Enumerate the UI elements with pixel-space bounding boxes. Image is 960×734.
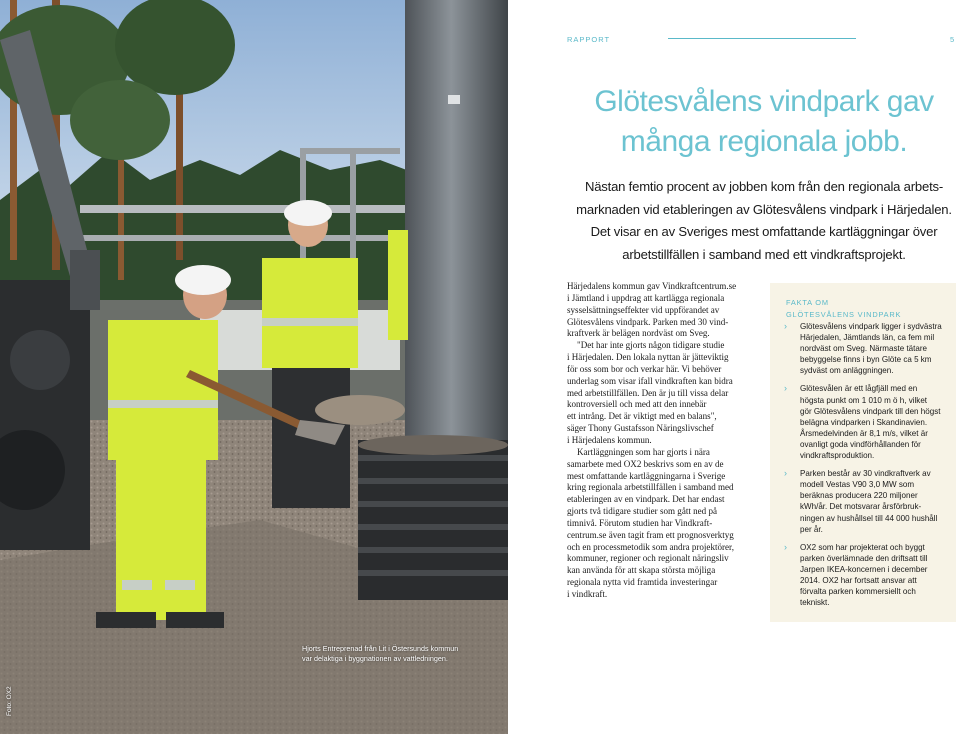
fact-item-line: per år. (800, 524, 823, 534)
body-line: sysselsättningseffekter vid uppförandet av (567, 304, 720, 315)
fact-item-line: belägna vindparken i Skandinavien. (800, 417, 928, 427)
article-body (567, 281, 757, 601)
lead-line: Nästan femtio procent av jobben kom från den regionala arbets- (584, 179, 944, 194)
chevron-right-icon: › (784, 383, 787, 394)
running-head-rule (668, 38, 856, 39)
article-lead (562, 176, 960, 266)
body-line: timnivå. Förutom studien har Vindkraft- (567, 517, 713, 528)
fact-item-line: högsta punkt om 1 010 m ö h, vilket (800, 395, 928, 405)
body-line: kommuner, regioner och regionalt näringsliv (567, 553, 729, 564)
fact-item-line: modell Vestas V90 3,0 MW som (800, 480, 915, 490)
body-line: i Härjedalens kommun. (567, 434, 652, 445)
body-line: samarbete med OX2 beskrivs som en av de (567, 458, 724, 469)
fact-item-line: tekniskt. (800, 598, 830, 608)
body-line: ett intrång. Det är viktigt med en balans", (567, 411, 717, 422)
fact-item-line: kWh/år. Det motsvarar årsförbruk- (800, 502, 922, 512)
body-line: i vindkraft. (567, 588, 608, 599)
fact-item (784, 542, 954, 609)
body-line: kring regionala arbetstillfällen i samband med (567, 482, 734, 493)
fact-box-title-line: GLÖTESVÅLENS VINDPARK (786, 309, 902, 319)
body-line: centrum.se även tagit fram ett prognosverktyg (567, 529, 734, 540)
photo-caption-line: Hjorts Entreprenad från Lit i Östersunds kommun (302, 644, 459, 653)
body-line: Glötesvålens vindpark. Parken med 30 vind- (567, 316, 729, 327)
lead-line: Det visar en av Sveriges mest omfattande kartläggningar över (590, 224, 938, 239)
page-number: 5 (950, 35, 955, 44)
fact-box (770, 283, 956, 622)
fact-item (784, 321, 954, 376)
fact-item-line: bebyggelse finns i byn Glöte ca 5 km (800, 355, 932, 365)
body-line: kraftverk är belägen nordväst om Sveg. (567, 328, 710, 339)
article-title-line: många regionala jobb. (620, 125, 908, 158)
body-line: kan använda för att skapa största möjliga (567, 565, 716, 576)
running-head-section: RAPPORT (567, 35, 611, 44)
fact-item-line: Glötesvålen är ett lågfjäll med en (800, 384, 918, 394)
body-line: etableringen av en vindpark. Det har endast (567, 494, 725, 505)
lead-line: marknaden vid etableringen av Glötesvålens vindpark i Härjedalen. (576, 201, 952, 217)
body-line: Kartläggningen som har gjorts i nära (577, 446, 710, 457)
body-line: säger Thony Gustafsson Näringslivschef (567, 423, 714, 434)
body-line: kontroversiell och med att den innebär (567, 399, 707, 410)
body-line: och en processmetodik som andra projektörer, (567, 541, 734, 552)
fact-item-line: ovanligt goda vindförhållanden för (800, 439, 921, 449)
fact-item-line: förvalta parken kommersiellt och (800, 587, 916, 597)
fact-item-line: Jarpen IKEA-koncernen i december (800, 564, 928, 574)
body-line: i Jämtland i uppdrag att kartlägga regionala (567, 292, 725, 303)
fact-item-line: 2014. OX2 har fortsatt ansvar att (800, 575, 917, 585)
fact-item-line: Årsmedelvinden är 8,1 m/s, vilket är (800, 428, 928, 438)
chevron-right-icon: › (784, 321, 787, 331)
fact-item-line: parken överlämnade den driftsatt till (800, 553, 928, 563)
body-line: regionala nytta vid framtida investeringar (567, 577, 718, 588)
chevron-right-icon: › (784, 541, 787, 552)
article-title-line: Glötesvålens vindpark gav (594, 85, 934, 118)
body-line: i Härjedalen. Den lokala nyttan är jätteviktig (567, 352, 729, 363)
fact-item-line: sydväst om anläggningen. (800, 366, 894, 376)
body-line: Härjedalens kommun gav Vindkraftcentrum.se (567, 281, 737, 291)
chevron-right-icon: › (784, 468, 787, 479)
body-line: för oss som bor och verkar här. Vi behöver (567, 363, 722, 374)
fact-item-line: nordväst om Sveg. Närmaste tätare (800, 344, 928, 354)
fact-item-line: gör Glötesvålens vindpark till den högst (800, 406, 941, 416)
photo-credit: Foto: OX2 (6, 686, 13, 716)
fact-item-line: OX2 som har projekterat och byggt (800, 542, 925, 552)
photo-caption (302, 644, 502, 664)
fact-item (784, 468, 954, 535)
fact-box-title (786, 297, 901, 320)
fact-box-title-line: FAKTA OM (786, 298, 829, 307)
body-line: gjorts två tidigare studier som gått ned på (567, 506, 717, 517)
lead-line: arbetstillfällen i samband med ett vindkraftsprojekt. (622, 246, 906, 262)
fact-item-line: vindkraftsproduktion. (800, 451, 875, 461)
fact-list (784, 321, 954, 615)
photo-caption-line: var delaktiga i byggnationen av vattledningen. (302, 654, 448, 663)
fact-item-line: beräknas producera 220 miljoner (800, 491, 918, 501)
body-line: underlag som visar ifall vindkraften kan bidra (567, 375, 733, 386)
body-line: "Det har inte gjorts någon tidigare studie (577, 340, 725, 351)
fact-item-line: Glötesvålens vindpark ligger i sydvästra (800, 322, 942, 331)
body-line: med arbetstillfällen. Den är ju till vissa delar (567, 387, 729, 398)
fact-item (784, 383, 954, 461)
body-line: mest omfattande kartläggningarna i Sverige (567, 470, 726, 481)
fact-item-line: ningen av hushållsel till 44 000 hushåll (800, 513, 938, 523)
fact-item-line: Härjedalen, Jämtlands län, ca fem mil (800, 333, 935, 343)
fact-item-line: Parken består av 30 vindkraftverk av (800, 469, 931, 479)
article-title (560, 82, 960, 162)
